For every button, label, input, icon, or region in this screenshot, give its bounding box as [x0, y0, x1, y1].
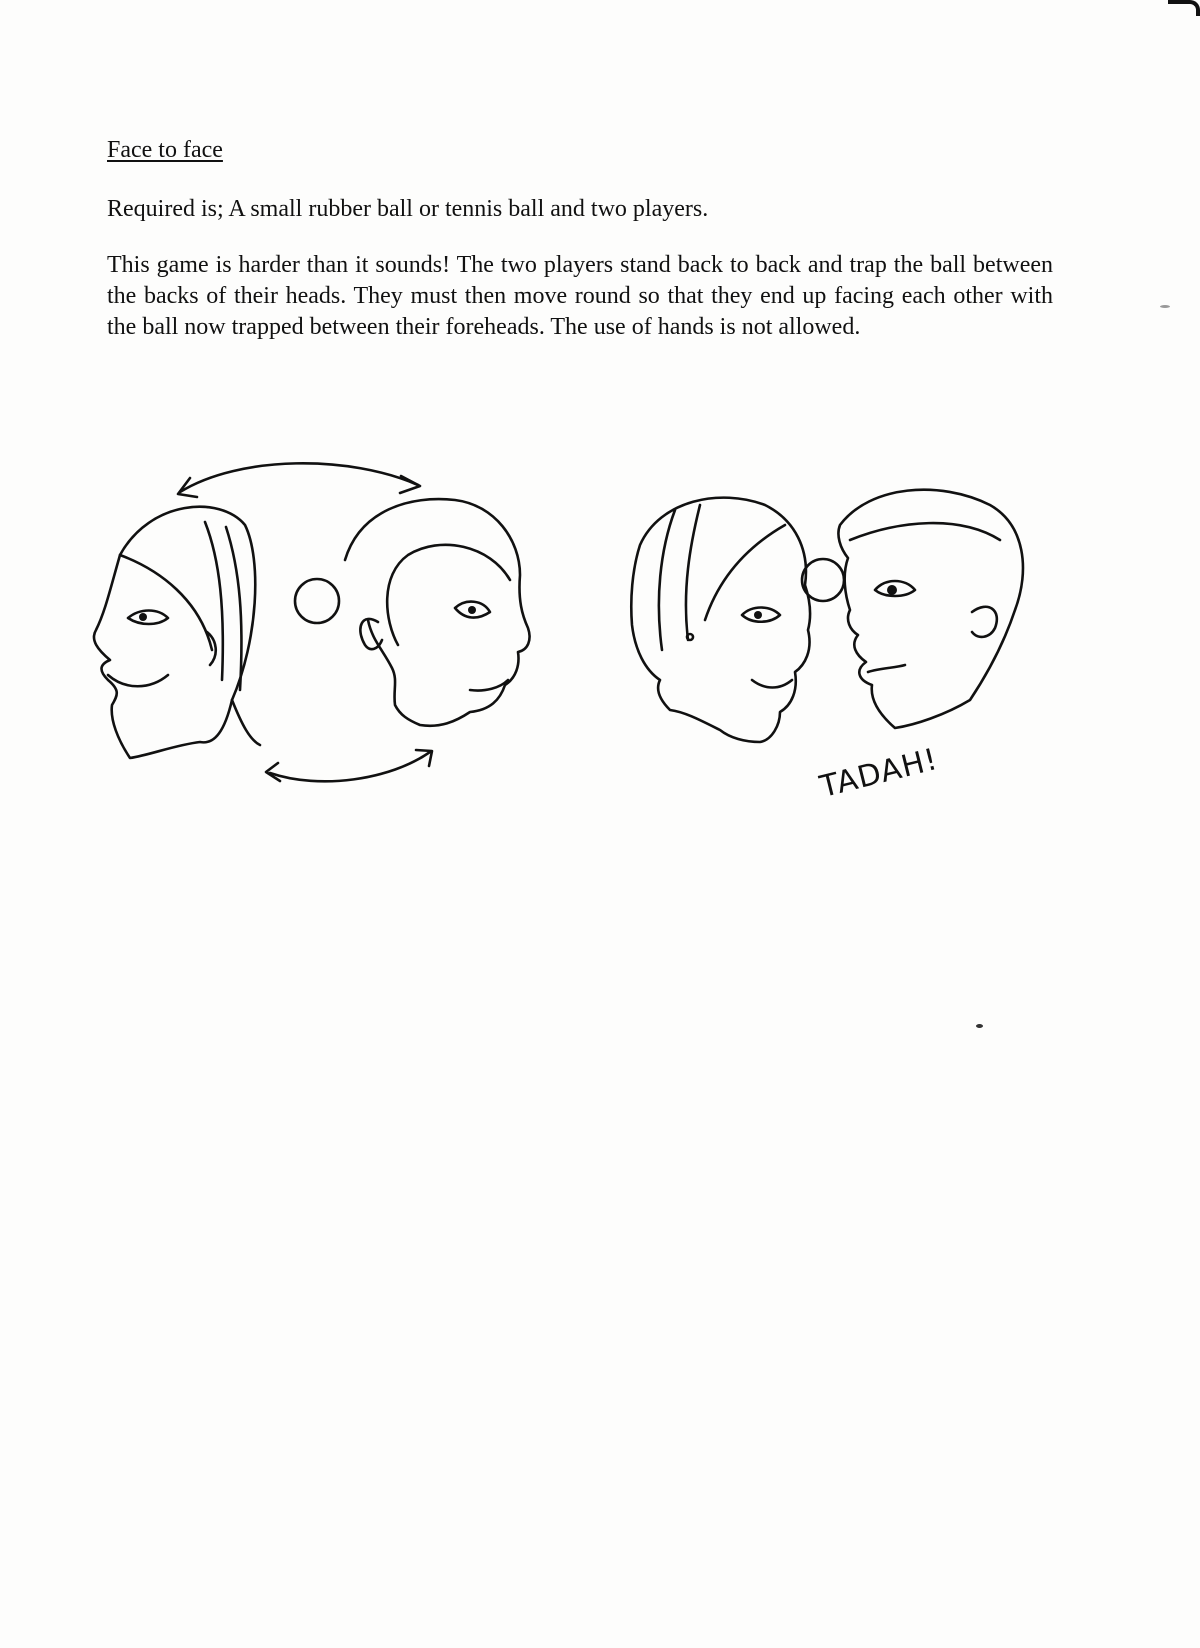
top-rotation-arrow [180, 463, 418, 492]
tadah-caption: TADAH! [816, 741, 942, 805]
boy-head-right [345, 499, 530, 726]
text-block [107, 135, 1053, 343]
requirements-line: Required is; A small rubber ball or tennis ball and two players. [107, 196, 709, 222]
game-description: This game is harder than it sounds! The two players stand back to back and trap the ball between the backs of their heads. They must then move round so that they end up facing each other with the ball now trapped between their foreheads. The use of hands is not allowed. [107, 252, 1053, 340]
ball-between-backs [295, 579, 339, 623]
boy-head-left [838, 490, 1023, 728]
girl-head-right [631, 498, 810, 742]
bottom-rotation-arrow [270, 752, 430, 781]
scan-speck [976, 1024, 983, 1028]
face-to-face-scene [631, 490, 1023, 742]
document-title: Face to face [107, 137, 223, 163]
back-to-back-scene [94, 463, 530, 781]
scan-corner-mark [1168, 0, 1200, 16]
ball-between-foreheads [802, 559, 844, 601]
girl-head-left [94, 507, 260, 758]
scan-speck [1160, 305, 1170, 308]
